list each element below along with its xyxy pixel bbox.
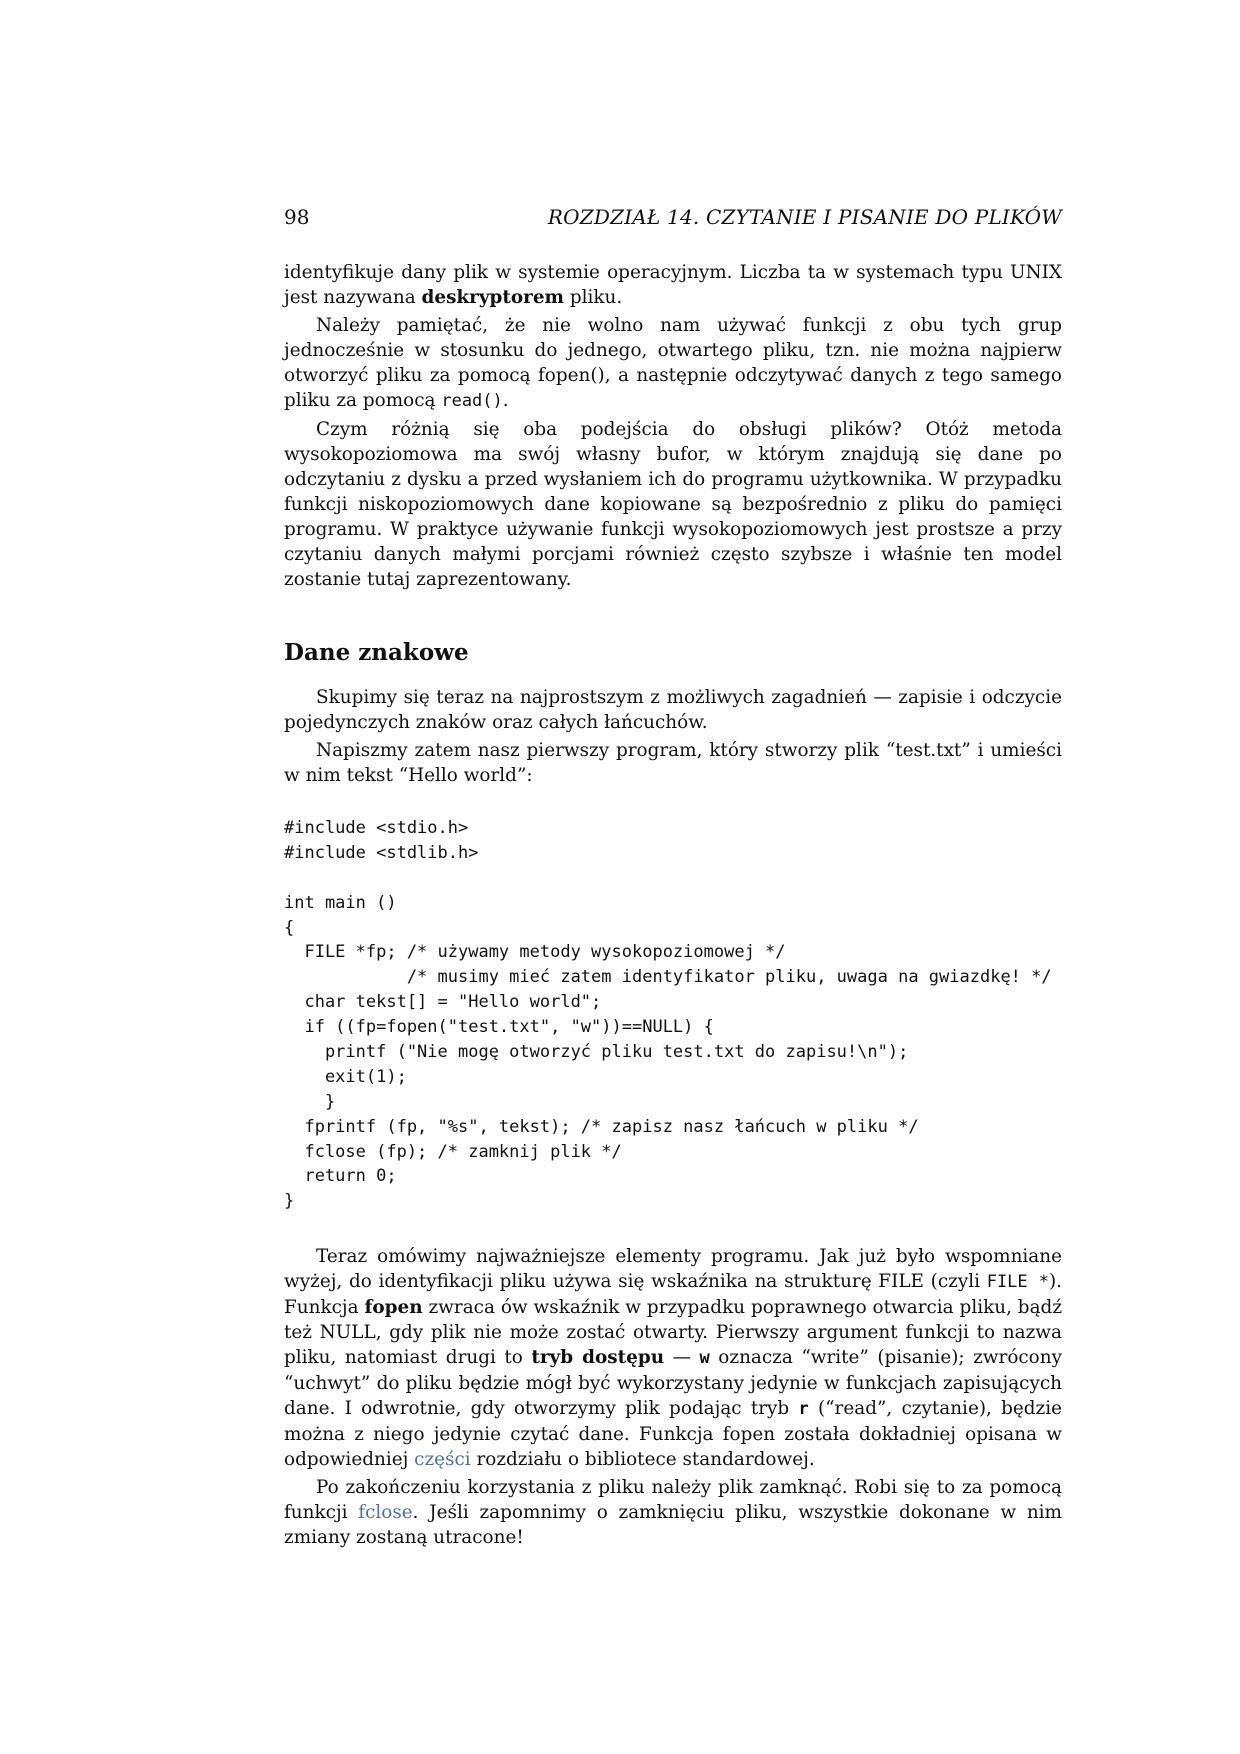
text-span: ). Funkcja xyxy=(284,1271,1062,1319)
page-header xyxy=(284,204,1062,234)
text-span: — xyxy=(664,1347,700,1369)
text-span: rozdziału o bibliotece standardowej. xyxy=(470,1449,815,1471)
text-span: Teraz omówimy najważniejsze elementy programu. Jak już było wspomniane wyżej, do identyfikacji pliku używa się wskaźnika na strukturę FILE (czyli xyxy=(284,1246,1062,1293)
explain-paragraph-2 xyxy=(284,1475,1062,1550)
code-mode-r: r xyxy=(798,1399,809,1420)
code-line: int main () xyxy=(284,892,397,913)
running-head: ROZDZIAŁ 14. CZYTANIE I PISANIE DO PLIKÓW xyxy=(547,205,1062,229)
explain-paragraph-1 xyxy=(284,1244,1062,1472)
code-line: #include <stdlib.h> xyxy=(284,842,479,863)
intro-paragraph-3: Czym różnią się oba podejścia do obsługi plików? Otóż metoda wysokopoziomowa ma swój własny bufor, w którym znajdują się dane po odczytaniu z dysku a przed wysłaniem ich do programu użytkownika. W przypadku funkcji niskopoziomowych dane kopiowane są bezpośrednio z pliku do pamięci programu. W praktyce używanie funkcji wysokopoziomowych jest prostsze a przy czytaniu danych małymi porcjami również często szybsze i właśnie ten model zostanie tutaj zaprezentowany. xyxy=(284,419,1062,590)
link-fclose[interactable]: fclose xyxy=(358,1502,413,1524)
intro-paragraph-1 xyxy=(284,260,1062,310)
code-line: fprintf (fp, "%s", tekst); /* zapisz nasz łańcuch w pliku */ xyxy=(284,1116,919,1137)
code-read: read() xyxy=(441,391,503,411)
code-line: { xyxy=(284,917,295,938)
text-span: (“read”, czytanie), będzie można z niego jedynie czytać dane. Funkcja fopen została dokładniej opisana w odpowiedniej xyxy=(284,1398,1062,1471)
text-span: Należy pamiętać, że nie wolno nam używać funkcji z obu tych grup jednocześnie w stosunku do jednego, otwartego pliku, tzn. nie można najpierw otworzyć pliku za pomocą fopen(), a następnie odczytywać danych z tego samego pliku za pomocą xyxy=(284,315,1062,411)
term-fopen: fopen xyxy=(364,1297,423,1319)
code-line: } xyxy=(284,1191,295,1212)
text-span: zwraca ów wskaźnik w przypadku poprawnego otwarcia pliku, bądź też NULL, gdy plik nie może zostać otwarty. Pierwszy argument funkcji to nazwa pliku, natomiast drugi to xyxy=(284,1297,1063,1369)
text-span: identyfikuje dany plik w systemie operacyjnym. Liczba ta w systemach typu UNIX jest nazywana xyxy=(284,262,1062,308)
section-paragraph-1: Skupimy się teraz na najprostszym z możliwych zagadnień — zapisie i odczycie pojedynczych znaków oraz całych łańcuchów. xyxy=(284,687,1062,733)
code-line: fclose (fp); /* zamknij plik */ xyxy=(284,1141,622,1162)
text-span: pliku. xyxy=(564,287,623,308)
section-paragraph-2: Napiszmy zatem nasz pierwszy program, który stworzy plik “test.txt” i umieści w nim tekst “Hello world”: xyxy=(284,740,1062,786)
page-body xyxy=(284,260,1062,1553)
code-line: if ((fp=fopen("test.txt", "w"))==NULL) { xyxy=(284,1017,714,1038)
code-line: } xyxy=(284,1091,336,1112)
code-file-pointer: FILE * xyxy=(986,1272,1049,1293)
code-line xyxy=(284,866,1104,891)
code-line: printf ("Nie mogę otworzyć pliku test.txt do zapisu!\n"); xyxy=(284,1042,909,1063)
section-title: Dane znakowe xyxy=(284,639,469,666)
code-line: return 0; xyxy=(284,1166,397,1187)
code-line: #include <stdio.h> xyxy=(284,818,469,838)
term-tryb-dostepu: tryb dostępu xyxy=(531,1347,665,1369)
term-deskryptor: deskryptorem xyxy=(421,287,565,308)
text-span: . Jeśli zapomnimy o zamknięciu pliku, wszystkie dokonane w nim zmiany zostaną utracone! xyxy=(284,1502,1062,1549)
text-span: Po zakończeniu korzystania z pliku należy plik zamknąć. Robi się to za pomocą funkcji xyxy=(284,1477,1062,1524)
code-line: exit(1); xyxy=(284,1066,407,1087)
code-line: /* musimy mieć zatem identyfikator pliku, uwaga na gwiazdkę! */ xyxy=(284,967,1052,988)
intro-paragraph-2 xyxy=(284,313,1062,414)
code-line: char tekst[] = "Hello world"; xyxy=(284,992,602,1013)
code-line: FILE *fp; /* używamy metody wysokopoziomowej */ xyxy=(284,942,786,963)
code-mode-w: w xyxy=(699,1348,710,1369)
text-span: . xyxy=(502,390,509,411)
code-listing xyxy=(284,816,1104,1214)
link-czesci[interactable]: części xyxy=(414,1449,471,1471)
text-span: oznacza “write” (pisanie); zwrócony “uchwyt” do pliku będzie mógł być wykorzystany jedynie w funkcjach zapisujących dane. I odwrotnie, gdy otworzymy plik podając tryb xyxy=(284,1347,1062,1420)
page-number: 98 xyxy=(284,205,310,229)
